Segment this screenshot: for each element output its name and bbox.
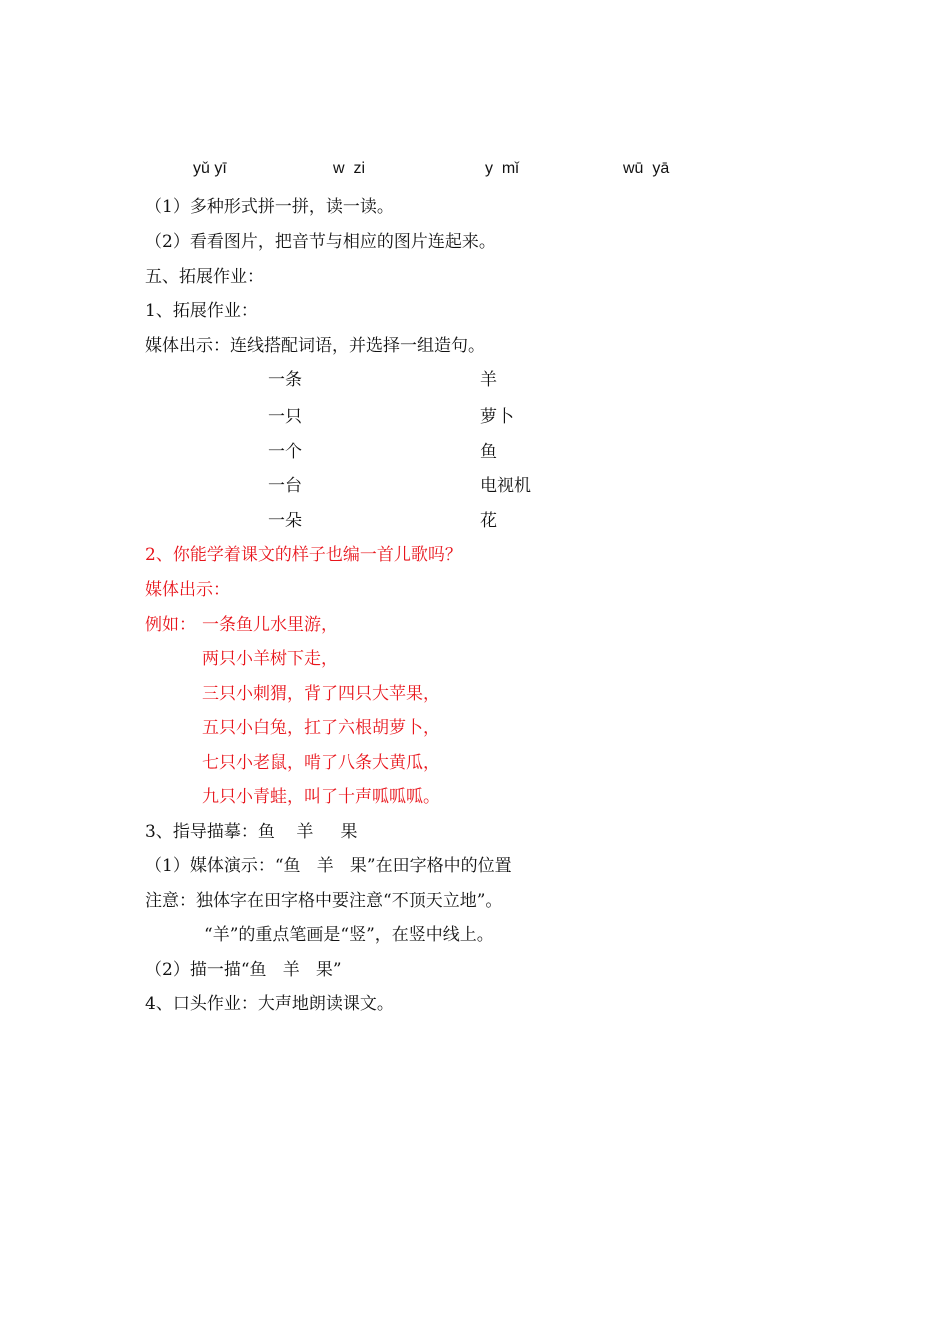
match-right-5: 花 <box>480 511 497 531</box>
poem-line-1: 一条鱼儿水里游， <box>202 615 338 635</box>
match-right-1: 羊 <box>480 370 497 390</box>
trace-line: （2）描一描“鱼 羊 果” <box>145 960 342 980</box>
match-right-2: 萝卜 <box>480 407 514 427</box>
red-heading: 2、你能学着课文的样子也编一首儿歌吗？ <box>145 545 462 565</box>
step-1-line: （1）多种形式拼一拼，读一读。 <box>145 197 394 217</box>
tracing-heading: 3、指导描摹：鱼 羊 果 <box>145 822 358 842</box>
poem-line-4: 五只小白兔，扛了六根胡萝卜， <box>202 718 440 738</box>
match-left-3: 一个 <box>268 442 302 462</box>
pinyin-wuya: wū yā <box>623 160 670 177</box>
media-demo-line: （1）媒体演示：“鱼 羊 果”在田字格中的位置 <box>145 856 512 876</box>
poem-line-6: 九只小青蛙，叫了十声呱呱呱。 <box>202 787 440 807</box>
step-2-line: （2）看看图片，把音节与相应的图片连起来。 <box>145 232 496 252</box>
match-left-1: 一条 <box>268 370 302 390</box>
match-right-3: 鱼 <box>480 442 497 462</box>
match-left-4: 一台 <box>268 476 302 496</box>
poem-line-2: 两只小羊树下走， <box>202 649 338 669</box>
poem-line-3: 三只小刺猬，背了四只大苹果， <box>202 684 440 704</box>
oral-homework: 4、口头作业：大声地朗读课文。 <box>145 994 394 1014</box>
note-line: 注意：独体字在田字格中要注意“不顶天立地”。 <box>145 891 503 911</box>
sub-heading-1: 1、拓展作业： <box>145 301 258 321</box>
pinyin-yuyi: yǔ yī <box>193 160 227 177</box>
section-five-heading: 五、拓展作业： <box>145 267 264 287</box>
poem-line-5: 七只小老鼠，啃了八条大黄瓜， <box>202 753 440 773</box>
match-left-2: 一只 <box>268 407 302 427</box>
example-label: 例如： <box>145 615 196 635</box>
match-right-4: 电视机 <box>480 476 531 496</box>
red-media-label: 媒体出示： <box>145 580 230 600</box>
note-yang-stroke: “羊”的重点笔画是“竖”，在竖中线上。 <box>204 925 494 945</box>
pinyin-wuzi: w zi <box>333 160 365 177</box>
pinyin-yumi: y mǐ <box>485 160 519 177</box>
match-left-5: 一朵 <box>268 511 302 531</box>
media-instruction: 媒体出示：连线搭配词语，并选择一组造句。 <box>145 336 485 356</box>
